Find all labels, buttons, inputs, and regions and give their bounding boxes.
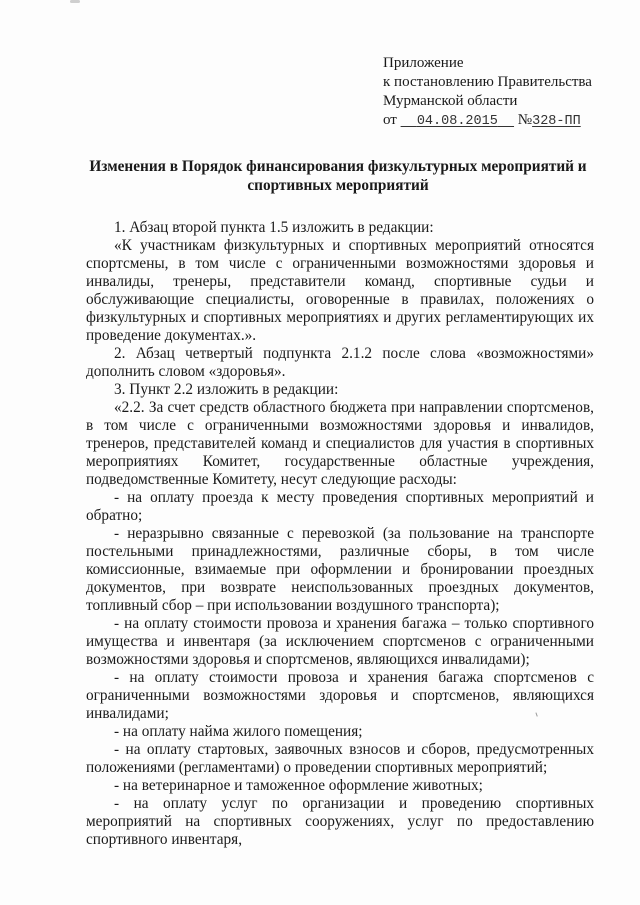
paragraph: - неразрывно связанные с перевозкой (за пользование на транспорте постельными принадлежностями, различные сборы, в том числе комиссионные, взимаемые при оформлении и бронировании проездных документов, при возврате неиспользованных проездных документов, топливный сбор – при использовании воздушного транспорта); (86, 525, 594, 614)
paragraph: 1. Абзац второй пункта 1.5 изложить в редакции: (114, 219, 434, 236)
paragraph: - на оплату стартовых, заявочных взносов и сборов, предусмотренных положениями (регламентами) о проведении спортивных мероприятий; (86, 741, 594, 776)
appendix-line-1: Приложение (383, 55, 464, 71)
document-title (78, 157, 598, 195)
appendix-line-2: к постановлению Правительства (383, 74, 592, 90)
title-line-2: спортивных мероприятий (247, 177, 429, 194)
title-line-1: Изменения в Порядок финансирования физкультурных мероприятий и (89, 158, 587, 175)
paragraph: «К участникам физкультурных и спортивных мероприятий относятся спортсмены, в том числе с ограниченными возможностями здоровья и инвалиды, тренеры, представители команд, спортивные судьи и обслуживающие специалисты, оговоренные в правилах, положениях о физкультурных и спортивных мероприятиях и других регламентирующих их проведение документах.». (86, 237, 594, 344)
paragraph: - на оплату найма жилого помещения; (114, 723, 363, 740)
paragraph: 2. Абзац четвертый подпункта 2.1.2 после слова «возможностями» дополнить словом «здоровья». (86, 345, 594, 380)
paragraph: - на оплату проезда к месту проведения спортивных мероприятий и обратно; (86, 489, 594, 524)
paragraph: - на оплату стоимости провоза и хранения багажа спортсменов с ограниченными возможностями здоровья и спортсменов, являющихся инвалидами; (86, 669, 594, 722)
appendix-date-line (383, 111, 592, 131)
document-body (86, 219, 594, 849)
paragraph: - на оплату стоимости провоза и хранения багажа – только спортивного имущества и инвентаря (за исключением спортсменов с ограниченными возможностями здоровья и спортсменов, являющихся инвалидами); (86, 615, 594, 668)
paragraph: 3. Пункт 2.2 изложить в редакции: (114, 381, 339, 398)
from-label: от (383, 112, 397, 128)
scan-artifact (70, 0, 80, 3)
appendix-line-3: Мурманской области (383, 93, 518, 109)
appendix-header (383, 54, 592, 131)
paragraph: «2.2. За счет средств областного бюджета при направлении спортсменов, в том числе с ограниченными возможностями здоровья и инвалидов, тренеров, представителей команд и специалистов для участия в спортивных мероприятиях Комитет, государственные областные учреждения, подведомственные Комитету, несут следующие расходы: (86, 399, 594, 488)
resolution-date: 04.08.2015 (416, 114, 498, 129)
number-label: № (517, 112, 533, 128)
paragraph: - на ветеринарное и таможенное оформление животных; (114, 777, 483, 794)
paragraph: - на оплату услуг по организации и проведению спортивных мероприятий на спортивных сооружениях, услуг по предоставлению спортивного инвентаря, (86, 795, 594, 848)
resolution-number: 328-ПП (532, 114, 581, 129)
